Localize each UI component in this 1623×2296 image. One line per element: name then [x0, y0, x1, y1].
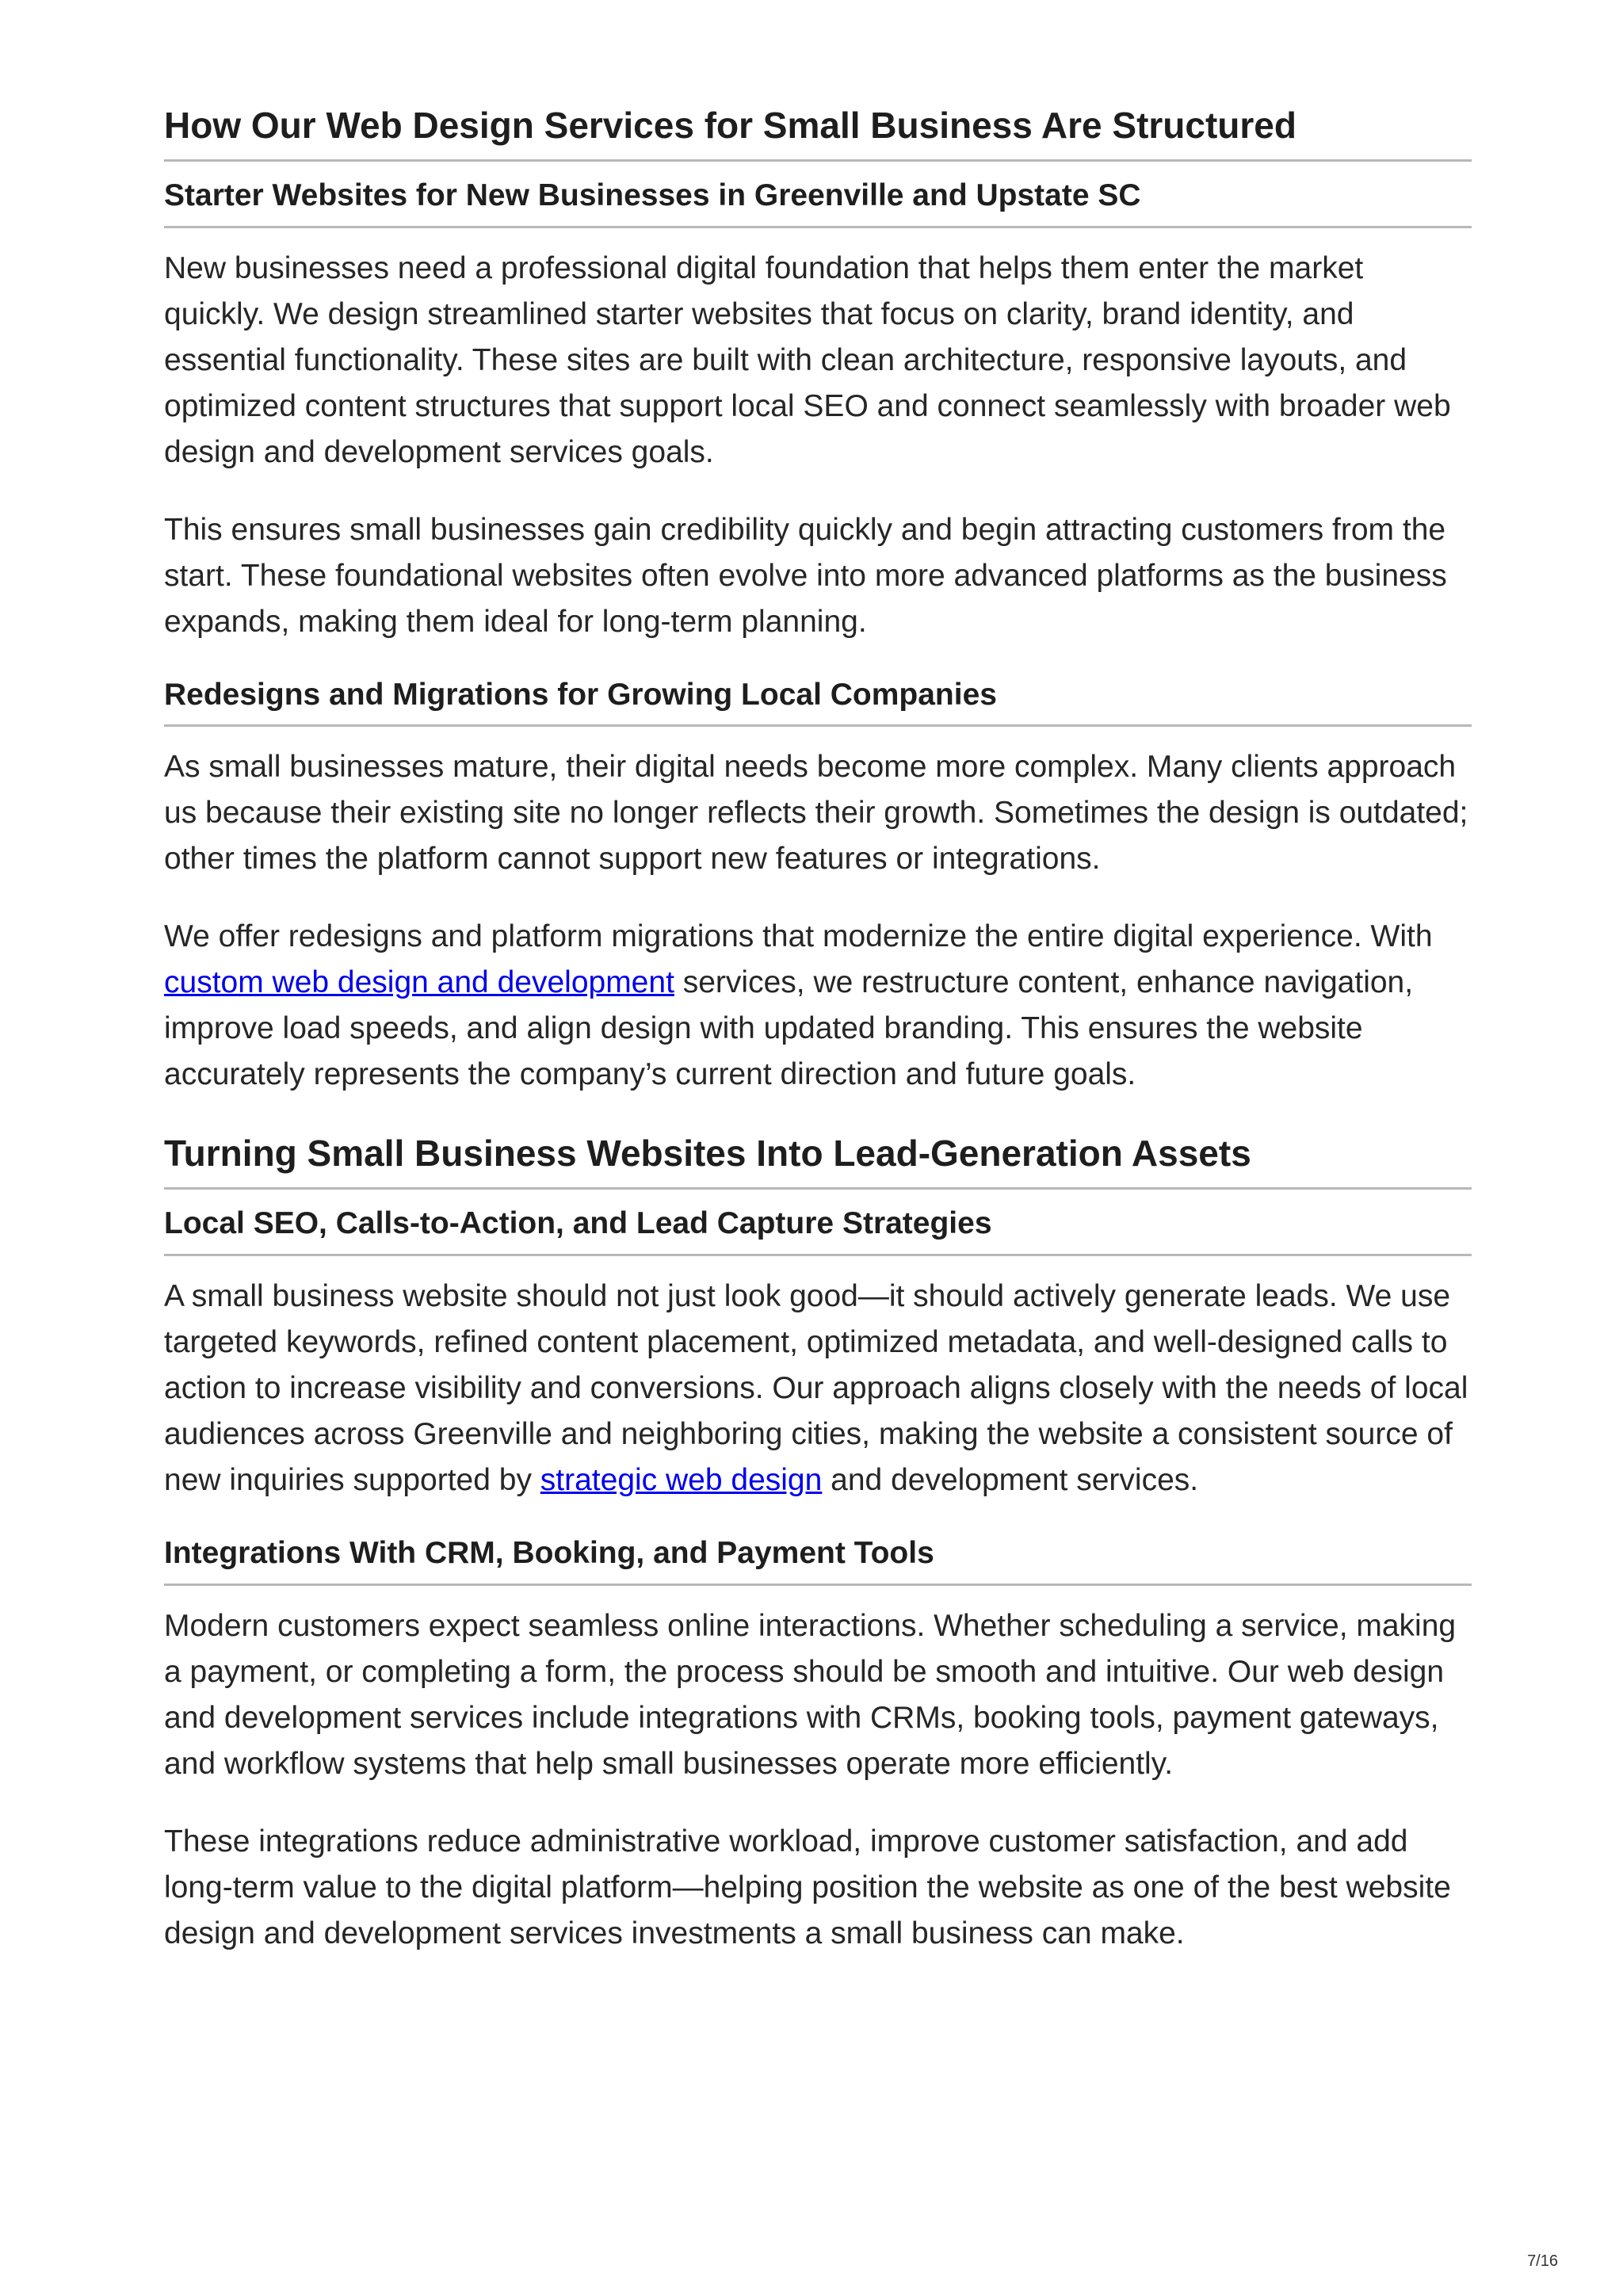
- paragraph-text: We offer redesigns and platform migrations that modernize the entire digital experience. With: [164, 919, 1433, 954]
- document-body: [164, 105, 1472, 1988]
- subsection-heading-local-seo: Local SEO, Calls-to-Action, and Lead Capture Strategies: [164, 1205, 1472, 1256]
- custom-web-design-link[interactable]: custom web design and development: [164, 965, 674, 1000]
- paragraph-redesigns-2: [164, 914, 1472, 1098]
- paragraph-starter-2: This ensures small businesses gain credibility quickly and begin attracting customers from the start. These foundational websites often evolve into more advanced platforms as the business expands, making them ideal for long-term planning.: [164, 512, 1447, 639]
- strategic-web-design-link[interactable]: strategic web design: [540, 1463, 823, 1498]
- paragraph-starter-1: New businesses need a professional digital foundation that helps them enter the market quickly. We design streamlined starter websites that focus on clarity, brand identity, and essential functionality. These sites are built with clean architecture, responsive layouts, and optimized content structures that support local SEO and connect seamlessly with broader web design and development services goals.: [164, 250, 1451, 469]
- paragraph-integrations-2: These integrations reduce administrative workload, improve customer satisfaction, and add long-term value to the digital platform—helping position the website as one of the best website design and development services investments a small business can make.: [164, 1824, 1451, 1950]
- paragraph-text: A small business website should not just look good—it should actively generate leads. We use targeted keywords, refined content placement, optimized metadata, and well-designed calls to action to increase visibility and conversions. Our approach aligns closely with the needs of local audiences across Greenville and neighboring cities, making the website a consistent source of new inquiries supported by: [164, 1279, 1468, 1498]
- paragraph-text: and development services.: [822, 1463, 1199, 1498]
- paragraph-local-seo-1: [164, 1274, 1472, 1503]
- paragraph-integrations-1: Modern customers expect seamless online interactions. Whether scheduling a service, making a payment, or completing a form, the process should be smooth and intuitive. Our web design and development services include integrations with CRMs, booking tools, payment gateways, and workflow systems that help small businesses operate more efficiently.: [164, 1608, 1457, 1781]
- page-number: 7/16: [1527, 2252, 1558, 2270]
- section-heading-lead-generation: Turning Small Business Websites Into Lead-Generation Assets: [164, 1133, 1472, 1190]
- paragraph-text: services, we restructure content, enhance navigation, improve load speeds, and align design with updated branding. This ensures the website accurately represents the company’s current direction and future goals.: [164, 965, 1414, 1092]
- subsection-heading-starter: Starter Websites for New Businesses in Greenville and Upstate SC: [164, 178, 1472, 228]
- paragraph-redesigns-1: As small businesses mature, their digital needs become more complex. Many clients approach us because their existing site no longer reflects their growth. Sometimes the design is outdated; other times the platform cannot support new features or integrations.: [164, 750, 1468, 877]
- subsection-heading-redesigns: Redesigns and Migrations for Growing Local Companies: [164, 677, 1472, 728]
- section-heading-structure: How Our Web Design Services for Small Business Are Structured: [164, 105, 1472, 162]
- subsection-heading-integrations: Integrations With CRM, Booking, and Payment Tools: [164, 1535, 1472, 1586]
